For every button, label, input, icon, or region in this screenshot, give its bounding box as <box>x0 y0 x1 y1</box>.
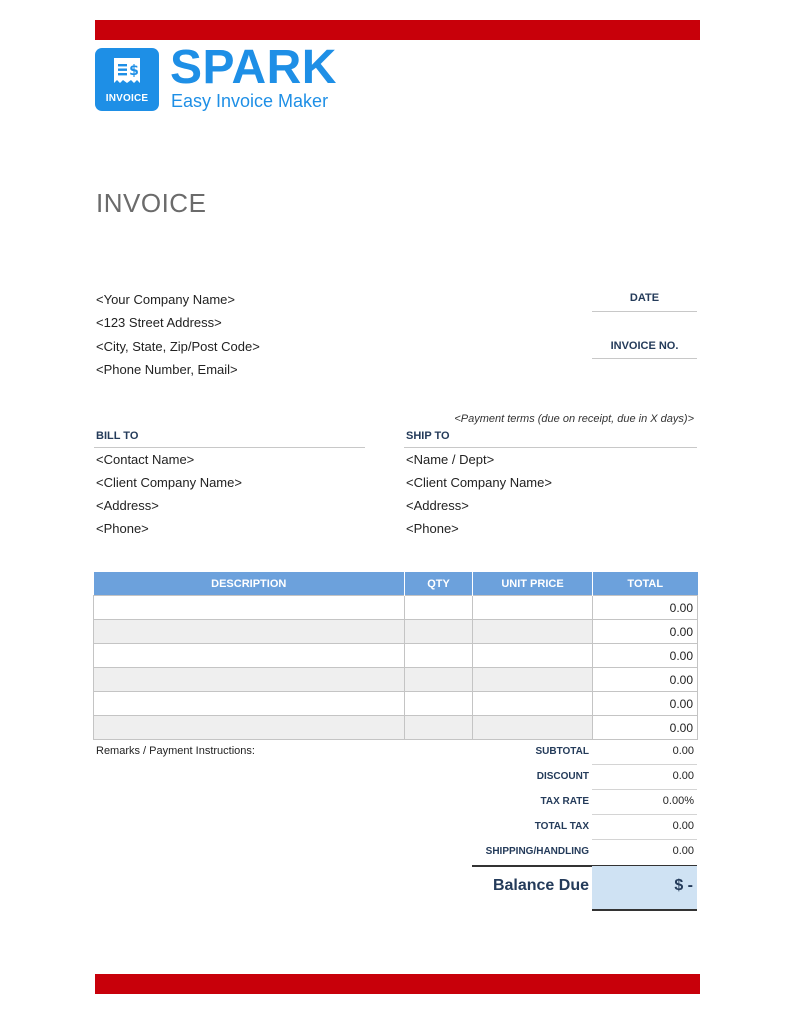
cell-qty[interactable] <box>405 644 473 668</box>
document-title: INVOICE <box>96 188 207 218</box>
sender-company: <Your Company Name> <box>96 292 235 307</box>
sender-city: <City, State, Zip/Post Code> <box>96 339 260 354</box>
bill-to-address: <Address> <box>96 498 159 513</box>
ship-to-rule <box>404 447 697 448</box>
cell-unit-price[interactable] <box>473 620 593 644</box>
cell-unit-price[interactable] <box>473 596 593 620</box>
table-row <box>94 716 698 740</box>
cell-total: 0.00 <box>593 596 698 620</box>
cell-total: 0.00 <box>593 620 698 644</box>
balance-due-value: $ - <box>674 877 693 894</box>
brand-tile-label: INVOICE <box>105 93 149 104</box>
cell-total: 0.00 <box>593 692 698 716</box>
cell-qty[interactable] <box>405 692 473 716</box>
table-row <box>94 692 698 716</box>
bill-to-phone: <Phone> <box>96 521 149 536</box>
cell-unit-price[interactable] <box>473 668 593 692</box>
payment-terms: <Payment terms (due on receipt, due in X days)> <box>454 413 694 425</box>
tax-rate-label: TAX RATE <box>540 796 589 807</box>
bottom-accent-bar <box>95 974 700 994</box>
tax-rate-value: 0.00% <box>662 795 694 807</box>
date-label: DATE <box>629 292 660 304</box>
receipt-dollar-icon <box>111 57 143 87</box>
cell-unit-price[interactable] <box>473 716 593 740</box>
top-accent-bar <box>95 20 700 40</box>
cell-unit-price[interactable] <box>473 692 593 716</box>
bill-to-heading: BILL TO <box>96 430 139 442</box>
tax-rate-rule <box>592 814 697 815</box>
table-row <box>94 596 698 620</box>
cell-description[interactable] <box>94 716 405 740</box>
cell-unit-price[interactable] <box>473 644 593 668</box>
line-items-table <box>93 572 698 740</box>
shipping-value: 0.00 <box>672 845 694 857</box>
ship-to-heading: SHIP TO <box>406 430 450 442</box>
balance-due-label: Balance Due <box>492 877 589 894</box>
ship-to-address: <Address> <box>406 498 469 513</box>
invoice-no-field-rule <box>592 358 697 359</box>
cell-qty[interactable] <box>405 620 473 644</box>
total-tax-rule <box>592 839 697 840</box>
invoice-no-label: INVOICE NO. <box>610 340 679 352</box>
bill-to-rule <box>94 447 365 448</box>
brand-logo-tile <box>95 48 159 111</box>
discount-value: 0.00 <box>672 770 694 782</box>
column-header-total: TOTAL <box>593 572 698 596</box>
cell-description[interactable] <box>94 668 405 692</box>
subtotal-rule <box>592 764 697 765</box>
cell-total: 0.00 <box>593 716 698 740</box>
cell-total: 0.00 <box>593 644 698 668</box>
date-field-rule <box>592 311 697 312</box>
cell-description[interactable] <box>94 620 405 644</box>
column-header-unit-price: UNIT PRICE <box>473 572 593 596</box>
cell-description[interactable] <box>94 596 405 620</box>
bill-to-contact: <Contact Name> <box>96 452 195 467</box>
column-header-qty: QTY <box>405 572 473 596</box>
cell-qty[interactable] <box>405 596 473 620</box>
sender-street: <123 Street Address> <box>96 315 222 330</box>
discount-label: DISCOUNT <box>536 771 589 782</box>
column-header-description: DESCRIPTION <box>94 572 405 596</box>
table-row <box>94 644 698 668</box>
total-tax-label: TOTAL TAX <box>534 821 589 832</box>
subtotal-label: SUBTOTAL <box>535 746 589 757</box>
ship-to-company: <Client Company Name> <box>406 475 552 490</box>
cell-total: 0.00 <box>593 668 698 692</box>
remarks-label: Remarks / Payment Instructions: <box>96 745 255 757</box>
svg-text:$: $ <box>129 63 139 79</box>
table-header-row <box>94 572 698 596</box>
subtotal-value: 0.00 <box>672 745 694 757</box>
table-row <box>94 668 698 692</box>
bill-to-company: <Client Company Name> <box>96 475 242 490</box>
ship-to-contact: <Name / Dept> <box>406 452 495 467</box>
brand-name: SPARK <box>170 41 337 94</box>
ship-to-phone: <Phone> <box>406 521 459 536</box>
shipping-label: SHIPPING/HANDLING <box>485 846 589 857</box>
cell-description[interactable] <box>94 644 405 668</box>
cell-qty[interactable] <box>405 668 473 692</box>
table-row <box>94 620 698 644</box>
balance-due-box <box>592 866 697 911</box>
cell-description[interactable] <box>94 692 405 716</box>
cell-qty[interactable] <box>405 716 473 740</box>
discount-rule <box>592 789 697 790</box>
total-tax-value: 0.00 <box>672 820 694 832</box>
brand-tagline: Easy Invoice Maker <box>171 91 329 111</box>
sender-contact: <Phone Number, Email> <box>96 362 238 377</box>
